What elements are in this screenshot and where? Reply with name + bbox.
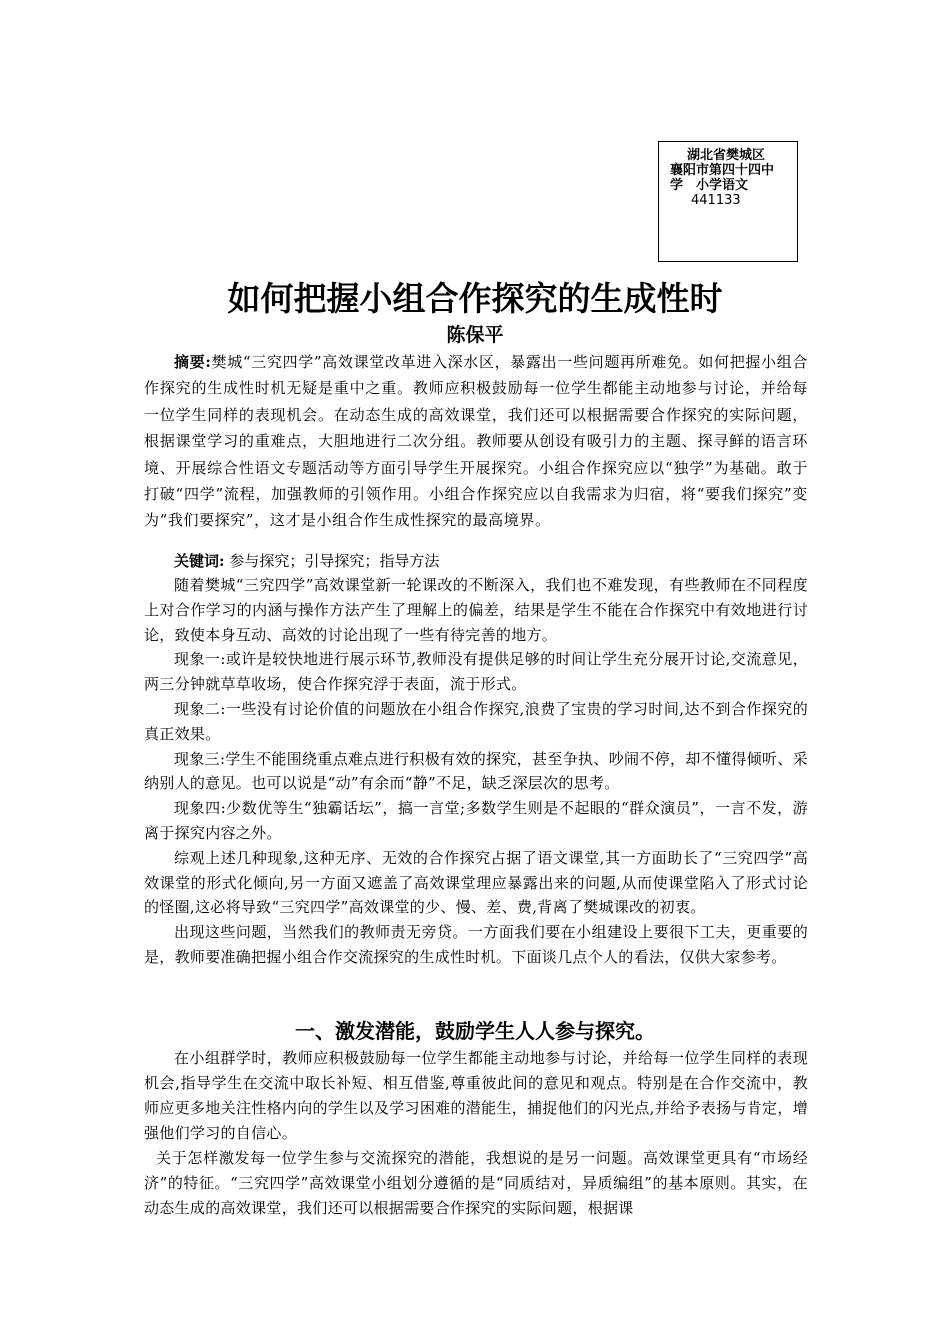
paragraph: 现象四:少数优等生“独霸话坛”，搞一言堂;多数学生则是不起眼的“群众演员”，一言不发，游离于探究内容之外。 [144,799,808,842]
paragraph: 在小组群学时，教师应积极鼓励每一位学生都能主动地参与讨论，并给每一位学生同样的表现机会,指导学生在交流中取长补短、相互借鉴,尊重彼此间的意见和观点。特别是在合作交流中，教师应更多地关注性格内向的学生以及学习困难的潜能生，捕捉他们的闪光点,并给予表扬与肯定，增强他们学习的自信心。 [144,1049,808,1142]
document-title: 如何把握小组合作探究的生成性时 [227,279,723,318]
abstract-text: 樊城“三究四学”高效课堂改革进入深水区，暴露出一些问题再所难免。如何把握小组合作探究的生成性时机无疑是重中之重。教师应积极鼓励每一位学生都能主动地参与讨论，并给每一位学生同样的表现机会。在动态生成的高效课堂，我们还可以根据需要合作探究的实际问题，根据课堂学习的重难点，大胆地进行二次分组。教师要从创设有吸引力的主题、探寻鲜的语言环境、开展综合性语文专题活动等方面引导学生开展探究。小组合作探究应以“独学”为基础。敢于打破“四学”流程，加强教师的引领作用。小组合作探究应以自我需求为归宿，将“要我们探究”变为“我们要探究”，这才是小组合作生成性探究的最高境界。 [144,353,808,530]
keywords-text: 参与探究；引导探究；指导方法 [229,552,440,570]
paragraph: 现象三:学生不能围绕重点难点进行积极有效的探究，甚至争执、吵闹不停，却不懂得倾听、采纳别人的意见。也可以说是“动”有余而“静”不足，缺乏深层次的思考。 [144,749,808,793]
postal-code: 441133 [691,193,741,208]
address-line: 学 小学语文 [670,178,749,193]
abstract-label: 摘要: [174,353,212,371]
paragraph: 关于怎样激发每一位学生参与交流探究的潜能，我想说的是另一问题。高效课堂更具有“市场经济”的特征。“三究四学”高效课堂小组划分遵循的是“同质结对，异质编组”的基本原则。其实，在动态生成的高效课堂，我们还可以根据需要合作探究的实际问题，根据课 [144,1149,808,1217]
paragraph: 现象二:一些没有讨论价值的问题放在小组合作探究,浪费了宝贵的学习时间,达不到合作探究的真正效果。 [144,699,808,743]
keywords [144,549,808,573]
address-line: 襄阳市第四十四中 [670,163,775,178]
keywords-label: 关键词: [174,552,225,570]
paragraph: 出现这些问题，当然我们的教师责无旁贷。一方面我们要在小组建设上要很下工夫，更重要的是，教师要准确把握小组合作交流探究的生成性时机。下面谈几点个人的看法，仅供大家参考。 [144,923,808,966]
paragraph: 现象一:或许是较快地进行展示环节,教师没有提供足够的时间让学生充分展开讨论,交流意见，两三分钟就草草收场，使合作探究浮于表面，流于形式。 [144,650,808,694]
author-address-box [658,141,798,262]
intro-body [144,573,808,970]
section-body [144,1046,808,1221]
paragraph: 综观上述几种现象,这种无序、无效的合作探究占据了语文课堂,其一方面助长了“三究四学”高效课堂的形式化倾向,另一方面又遮盖了高效课堂理应暴露出来的问题,从而使课堂陷入了形式讨论的怪圈,这必将导致“三究四学”高效课堂的少、慢、差、费,背离了樊城课改的初衷。 [144,848,808,917]
abstract [144,349,808,534]
address-line: 湖北省樊城区 [687,148,766,163]
section-heading: 一、激发潜能，鼓励学生人人参与探究。 [295,1019,655,1043]
paragraph: 随着樊城“三究四学”高效课堂新一轮课改的不断深入，我们也不难发现，有些教师在不同程度上对合作学习的内涵与操作方法产生了理解上的偏差，结果是学生不能在合作探究中有效地进行讨论，致使本身互动、高效的讨论出现了一些有待完善的地方。 [144,576,808,644]
author-name: 陈保平 [446,324,504,346]
